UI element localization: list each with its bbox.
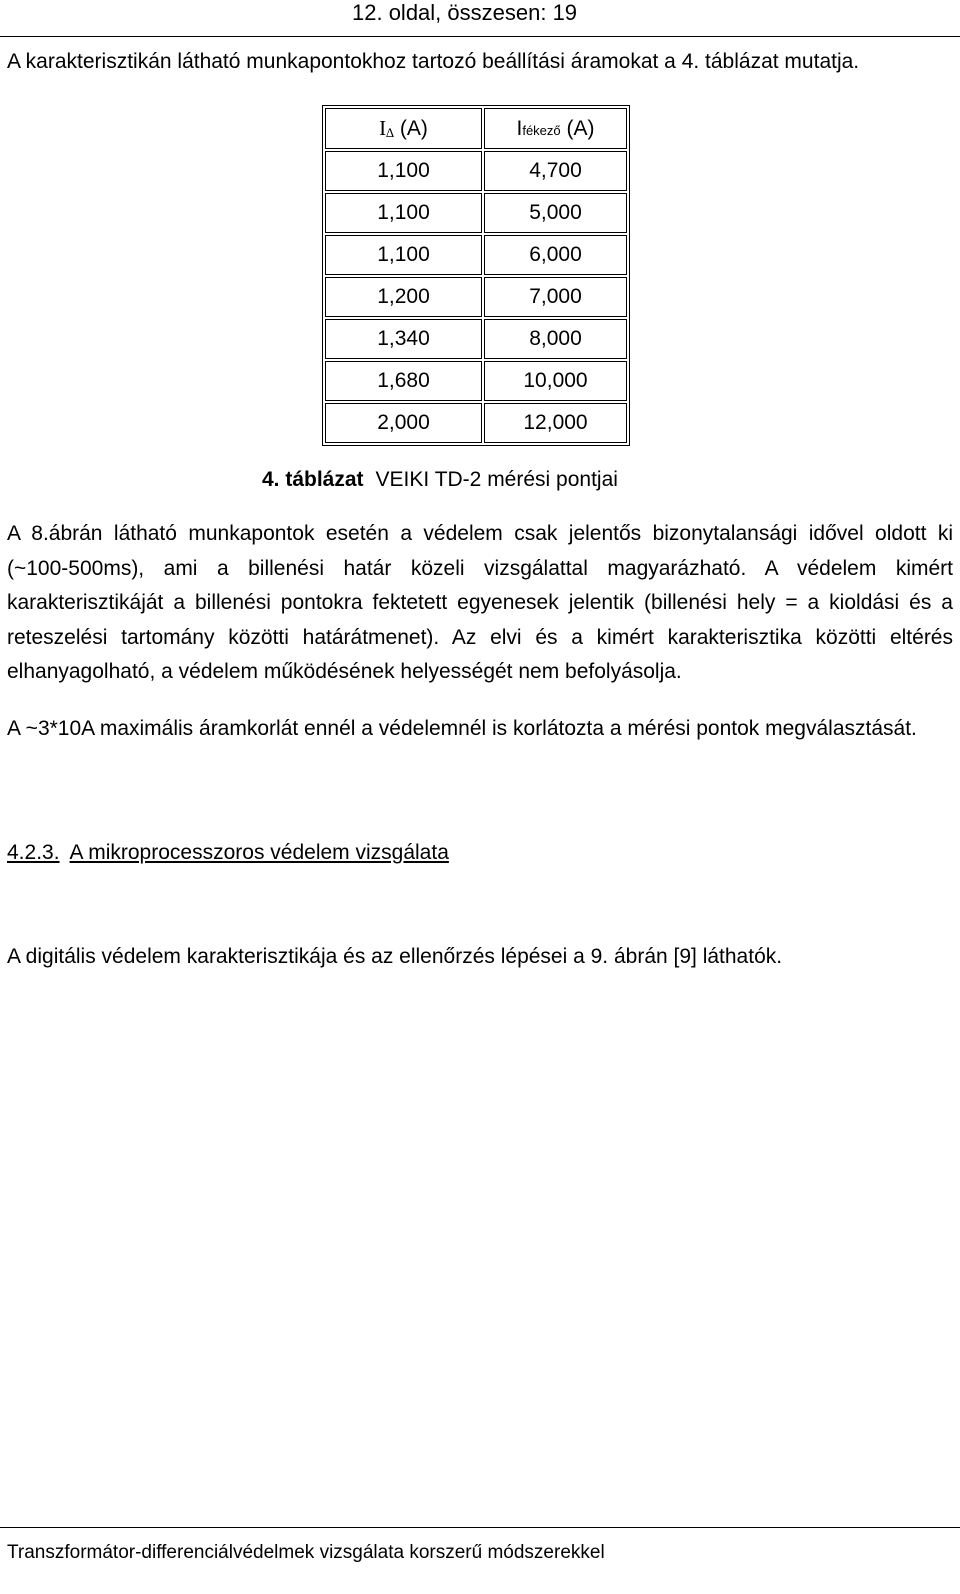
table-cell: 4,700 xyxy=(484,151,627,191)
table-cell: 1,680 xyxy=(325,361,482,401)
table-row xyxy=(325,151,627,191)
table-cell: 12,000 xyxy=(484,403,627,443)
table-row xyxy=(325,319,627,359)
table-row xyxy=(325,277,627,317)
header-unit: (A) xyxy=(399,117,428,140)
section-heading xyxy=(7,841,449,865)
table-cell: 1,100 xyxy=(325,235,482,275)
table-cell: 1,340 xyxy=(325,319,482,359)
results-paragraph: A 8.ábrán látható munkapontok esetén a védelem csak jelentős bizonytalansági idővel oldott ki (~100-500ms), ami a billenési határ közeli vizsgálattal magyarázható. A védelem kimért karakterisztikáját a billenési pontokra fektetett egyenesek jelentik (billenési hely = a kioldási és a reteszelési tartomány közötti határátmenet). Az elvi és a kimért karakterisztika közötti eltérés elhanyagolható, a védelem működésének helyességét nem befolyásolja. xyxy=(7,522,953,683)
section-title: A mikroprocesszoros védelem vizsgálata xyxy=(69,841,449,864)
header-restraint-current xyxy=(484,108,627,149)
table-cell: 2,000 xyxy=(325,403,482,443)
table-cell: 8,000 xyxy=(484,319,627,359)
table-cell: 6,000 xyxy=(484,235,627,275)
settings-table xyxy=(322,105,630,446)
table-cell: 1,100 xyxy=(325,151,482,191)
table-caption xyxy=(262,468,618,492)
intro-paragraph: A karakterisztikán látható munkapontokhoz tartozó beállítási áramokat a 4. táblázat mutatja. xyxy=(7,50,860,73)
header-subscript: fékező xyxy=(522,122,561,138)
table-cell: 1,100 xyxy=(325,193,482,233)
page-footer xyxy=(0,1527,960,1594)
header-symbol: I xyxy=(379,116,387,140)
table-row xyxy=(325,361,627,401)
table-row xyxy=(325,235,627,275)
page-number: 12. oldal, összesen: 19 xyxy=(352,0,578,25)
header-symbol: I xyxy=(516,116,523,140)
table-cell: 1,200 xyxy=(325,277,482,317)
section-number: 4.2.3. xyxy=(7,841,60,864)
header-differential-current xyxy=(325,108,482,149)
table-row xyxy=(325,403,627,443)
table-header-row xyxy=(325,108,627,149)
table-cell: 7,000 xyxy=(484,277,627,317)
table-row xyxy=(325,193,627,233)
table-cell: 5,000 xyxy=(484,193,627,233)
header-unit: (A) xyxy=(566,116,595,140)
digital-protection-paragraph: A digitális védelem karakterisztikája és az ellenőrzés lépései a 9. ábrán [9] láthatók. xyxy=(7,945,783,968)
footer-title: Transzformátor-differenciálvédelmek vizsgálata korszerű módszerekkel xyxy=(7,1542,605,1563)
header-subscript: ∆ xyxy=(386,125,395,140)
page-header xyxy=(0,0,960,37)
current-limit-paragraph: A ~3*10A maximális áramkorlát ennél a védelemnél is korlátozta a mérési pontok megválasztását. xyxy=(7,717,917,740)
table-caption-text: VEIKI TD-2 mérési pontjai xyxy=(375,468,618,491)
table-caption-label: 4. táblázat xyxy=(262,468,364,491)
table-cell: 10,000 xyxy=(484,361,627,401)
